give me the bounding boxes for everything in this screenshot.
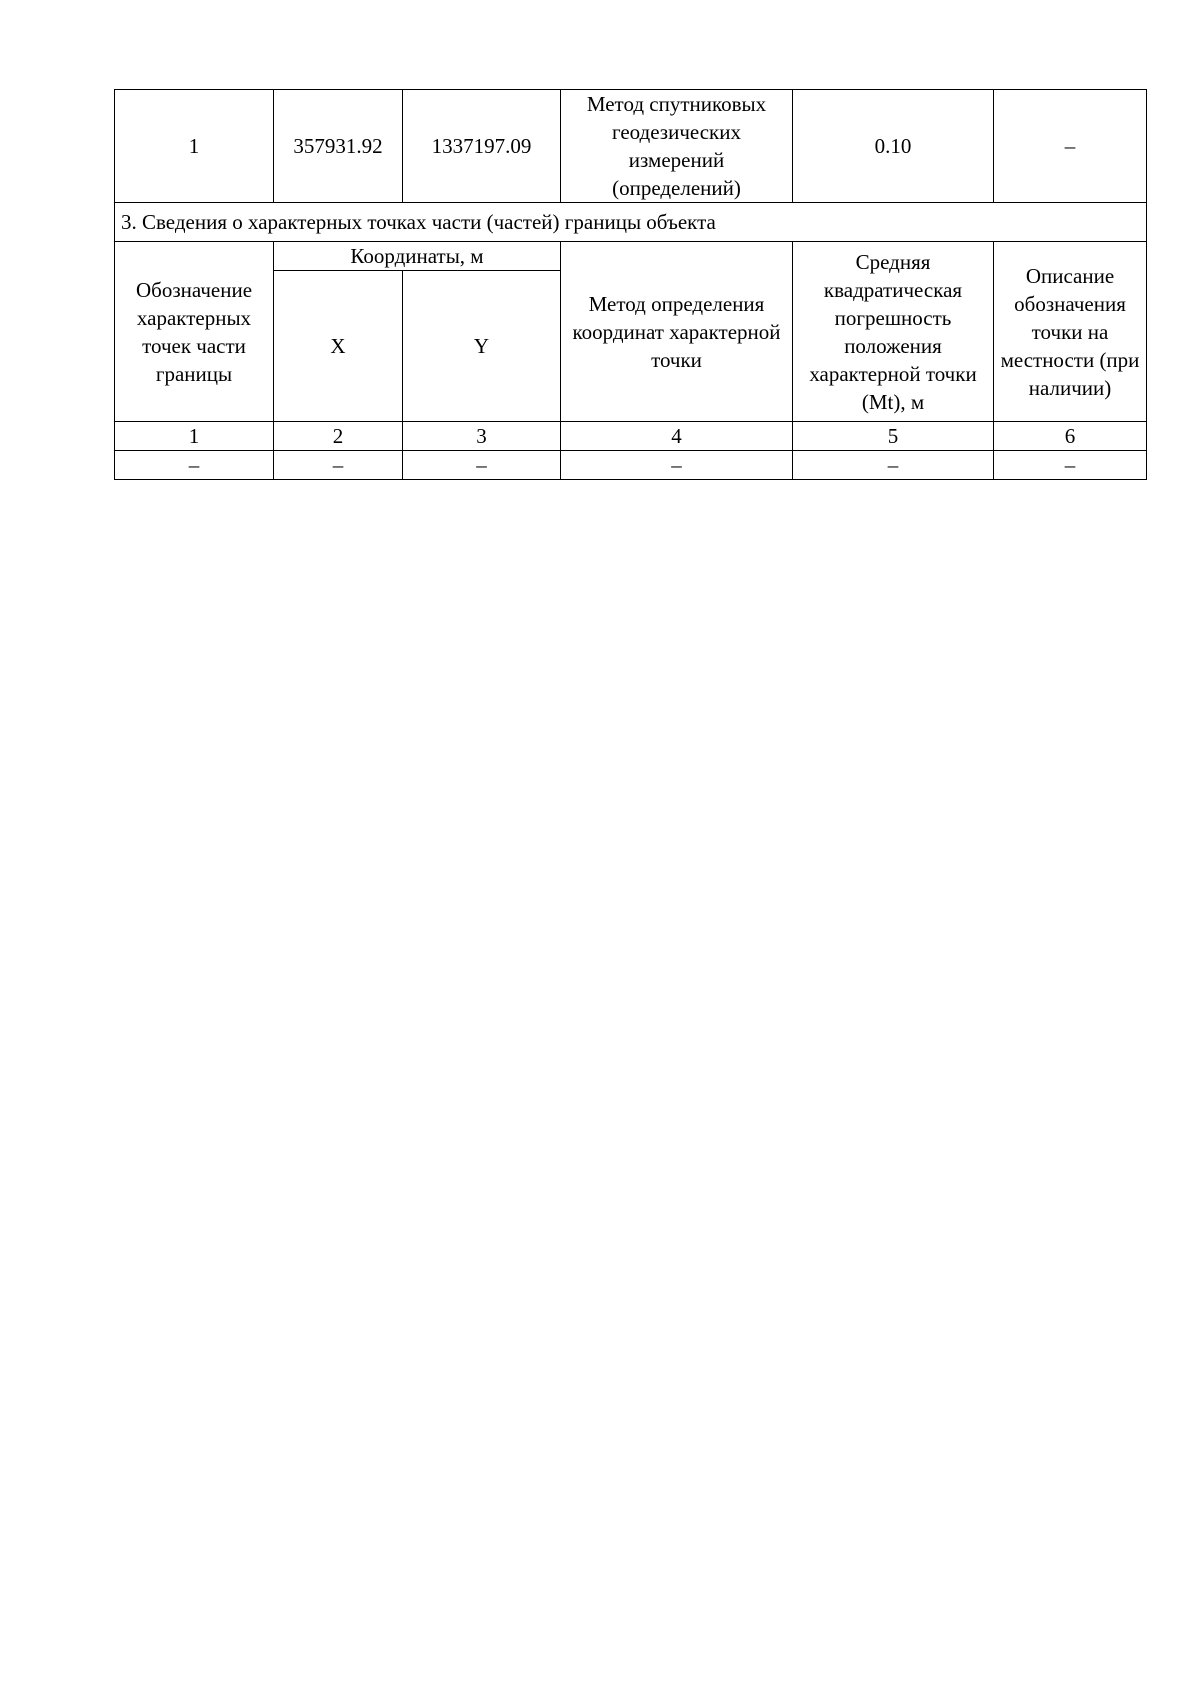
- section-title: 3. Сведения о характерных точках части (частей) границы объекта: [115, 203, 1147, 242]
- column-number: 2: [274, 422, 403, 451]
- empty-cell: –: [793, 451, 994, 480]
- column-number: 3: [403, 422, 561, 451]
- column-number: 5: [793, 422, 994, 451]
- header-coordinates-group: Координаты, м: [274, 242, 561, 271]
- coordinate-y-cell: 1337197.09: [403, 90, 561, 203]
- empty-cell: –: [115, 451, 274, 480]
- column-number: 1: [115, 422, 274, 451]
- header-x: X: [274, 271, 403, 422]
- section-row: [115, 203, 1147, 242]
- empty-cell: –: [274, 451, 403, 480]
- table-row: [115, 451, 1147, 480]
- header-method: Метод определения координат характерной точки: [561, 242, 793, 422]
- column-number: 4: [561, 422, 793, 451]
- boundary-points-table: [114, 89, 1147, 480]
- column-number-row: [115, 422, 1147, 451]
- header-mean-error: Средняя квадратическая погрешность положения характерной точки (Мt), м: [793, 242, 994, 422]
- method-cell: Метод спутниковых геодезических измерений (определений): [561, 90, 793, 203]
- error-cell: 0.10: [793, 90, 994, 203]
- column-number: 6: [994, 422, 1147, 451]
- header-point-designation: Обозначение характерных точек части границы: [115, 242, 274, 422]
- header-row: [115, 242, 1147, 271]
- header-y: Y: [403, 271, 561, 422]
- empty-cell: –: [994, 451, 1147, 480]
- empty-cell: –: [561, 451, 793, 480]
- description-cell: –: [994, 90, 1147, 203]
- empty-cell: –: [403, 451, 561, 480]
- table-row: [115, 90, 1147, 203]
- coordinate-x-cell: 357931.92: [274, 90, 403, 203]
- header-description: Описание обозначения точки на местности (при наличии): [994, 242, 1147, 422]
- point-number-cell: 1: [115, 90, 274, 203]
